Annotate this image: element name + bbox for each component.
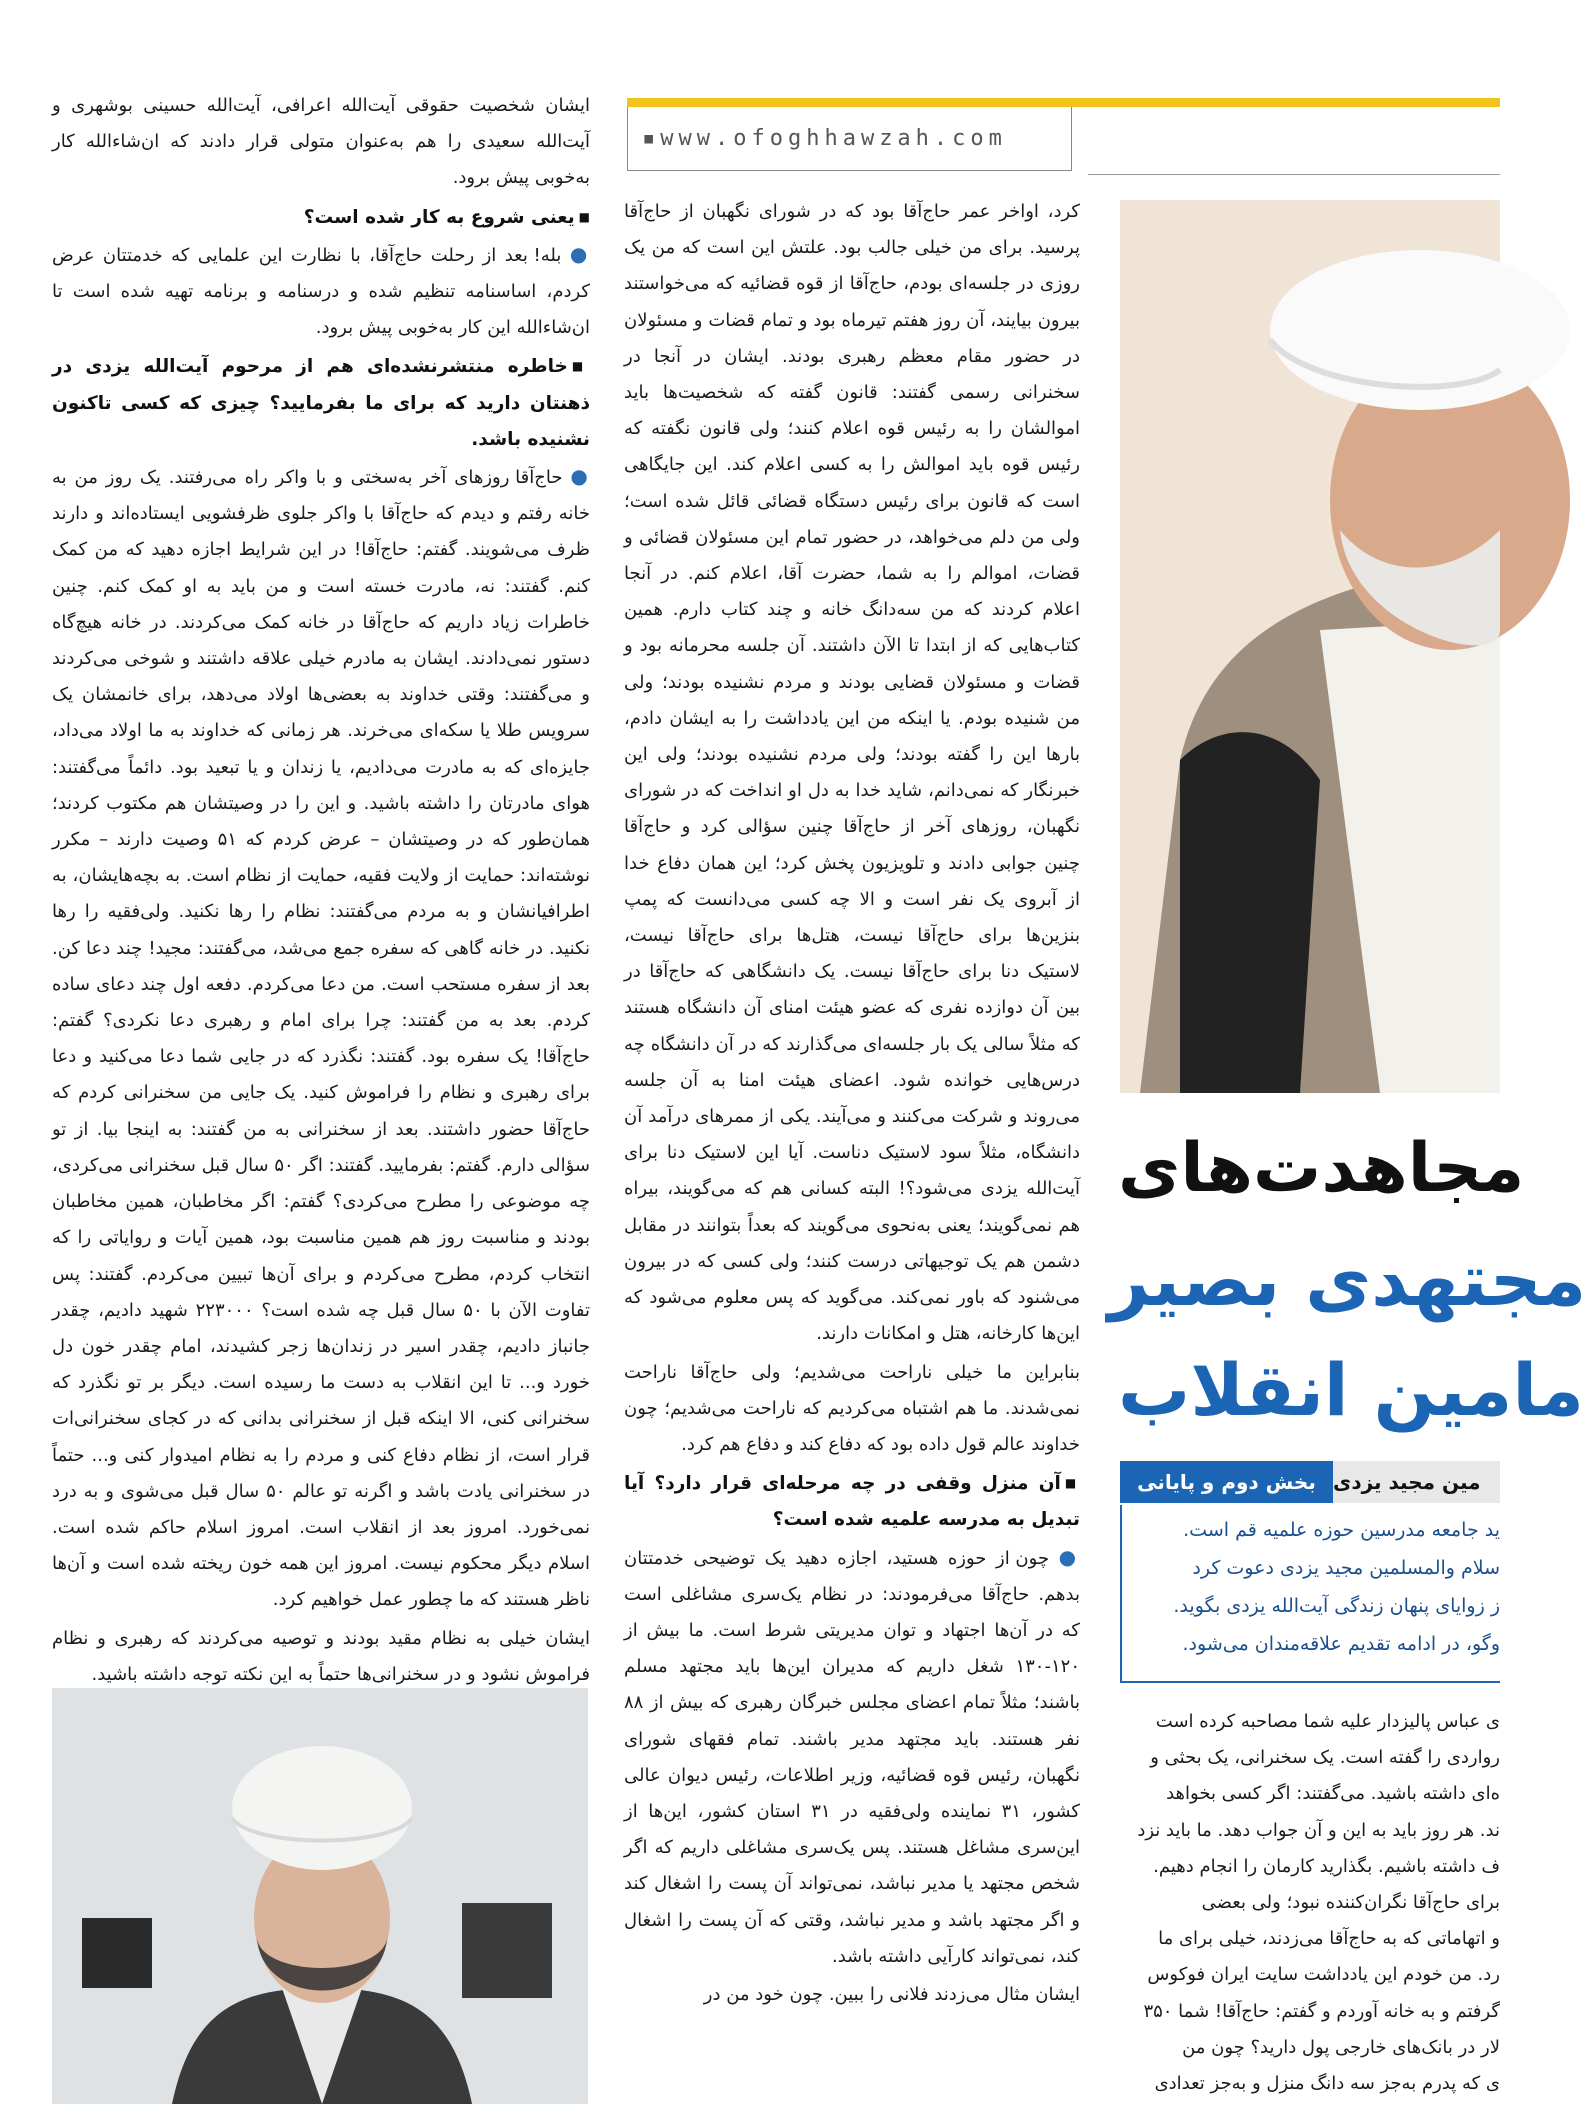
intro-line: ز زوایای پنهان زندگی آیت‌الله یزدی بگوید. bbox=[1173, 1595, 1500, 1617]
paragraph: ایشان خیلی به نظام مقید بودند و توصیه می‌کردند که رهبری و نظام فراموش نشود و در سخنرانی‌ها حتماً به این نکته توجه داشته باشید. bbox=[52, 1627, 590, 1685]
section-label: بخش دوم و پایانی bbox=[1120, 1461, 1333, 1503]
paragraph: ایشان مثال می‌زدند فلانی را ببین. چون خود من در bbox=[703, 1983, 1080, 2005]
intro-line: ید جامعه مدرسین حوزه علمیه قم است. bbox=[1183, 1519, 1500, 1541]
headline-line-1: مجاهدت‌های bbox=[1118, 1129, 1525, 1208]
body-line: ند. هر روز باید به این و آن جواب دهد. ما باید نزد bbox=[1137, 1819, 1500, 1841]
body-line: گرفتم و به خانه آوردم و گفتم: حاج‌آقا! شما ۳۵۰ bbox=[1143, 2000, 1500, 2022]
right-text-column bbox=[1112, 1704, 1500, 2102]
middle-text-column bbox=[624, 194, 1080, 2015]
body-line: ه‌ای داشته باشید. می‌گفتند: اگر کسی بخواهد bbox=[1166, 1783, 1500, 1805]
left-text-column bbox=[52, 88, 590, 1695]
intro-line: وگو، در ادامه تقدیم علاقه‌مندان می‌شود. bbox=[1182, 1633, 1500, 1655]
body-line: ی که پدرم به‌جز سه دانگ منزل و به‌جز تعدادی bbox=[1154, 2073, 1500, 2095]
cleric-portrait-photo bbox=[52, 1688, 588, 2104]
paragraph: ایشان شخصیت حقوقی آیت‌الله اعرافی، آیت‌الله حسینی بوشهری و آیت‌الله سعیدی را هم به‌عنوان متولی قرار دادند که ان‌شاءالله کار به‌خوبی پیش برود. bbox=[52, 95, 590, 189]
body-line: لار در بانک‌های خارجی پول دارید؟ چون من bbox=[1182, 2036, 1500, 2058]
website-url[interactable]: ▪www.ofoghhawzah.com bbox=[642, 126, 1007, 151]
url-box bbox=[627, 107, 1072, 171]
interview-answer: ● چون از حوزه هستید، اجازه دهید یک توضیحی خدمتتان بدهم. حاج‌آقا می‌فرمودند: در نظام یک‌سری مشاغلی است که در آن‌ها اجتهاد و توان مدیریتی شرط است. ما بیش از ۱۲۰-۱۳۰ شغل داریم که مدیران این‌ها باید مجتهد مسلم باشند؛ مثلاً تمام اعضای مجلس خبرگان رهبری که بیش از ۸۸ نفر هستند. باید مجتهد مدیر باشند. تمام فقهای شورای نگهبان، رئیس قوه قضائیه، وزیر اطلاعات، رئیس دیوان عالی کشور، ۳۱ نماینده ولی‌فقیه در ۳۱ استان کشور، این‌ها از این‌سری مشاغل هستند. پس یک‌سری مشاغلی داریم که اگر شخص مجتهد یا مدیر نباشد، نمی‌تواند آن پست را اشغال کند و اگر مجتهد باشد و مدیر نباشد، وقتی که آن پست را اشغال کند، نمی‌تواند کارآیی داشته باشد. bbox=[624, 1544, 1080, 1967]
body-line: برای حاج‌آقا نگران‌کننده نبود؛ ولی بعضی bbox=[1201, 1892, 1500, 1914]
ayatollah-portrait-photo bbox=[1120, 200, 1500, 1093]
headline-line-2: مجتهدی بصیر bbox=[1108, 1238, 1586, 1322]
author-name: مین مجید یزدی bbox=[1333, 1461, 1500, 1503]
body-line: ف داشته باشیم. بگذارید کارمان را انجام دهیم. bbox=[1153, 1855, 1500, 1877]
body-line: رد. من خودم این یادداشت سایت ایران فوکوس bbox=[1147, 1964, 1500, 1986]
body-line: ی عباس پالیزدار علیه شما مصاحبه کرده است bbox=[1155, 1711, 1500, 1732]
interview-question: ■یعنی شروع به کار شده است؟ bbox=[303, 206, 590, 228]
headline-line-3: مامین انقلاب bbox=[1118, 1348, 1584, 1432]
interview-answer: ● بله! بعد از رحلت حاج‌آقا، با نظارت این علمایی که خدمتتان عرض کردم، اساسنامه تنظیم شده و درسنامه و برنامه تهیه شده است تا ان‌شاءالله این کار به‌خوبی پیش برود. bbox=[52, 241, 591, 339]
paragraph: کرد، اواخر عمر حاج‌آقا بود که در شورای نگهبان از حاج‌آقا پرسید. برای من خیلی جالب بود. علتش این است که من یک روزی در جلسه‌ای بودم، حاج‌آقا از قوه قضائیه که می‌خواستند بیرون بیایند، آن روز هفتم تیرماه بود و تمام قضات و مسئولان در حضور مقام معظم رهبری بودند. ایشان در آنجا در سخنرانی رسمی گفتند: قانون گفته که شخصیت‌ها باید اموالشان را به رئیس قوه اعلام کنند؛ ولی قانون نگفته که رئیس قوه باید اموالش را به کسی اعلام کند. این جایگاهی است که قانون برای رئیس دستگاه قضائی قائل شده است؛ ولی من دلم می‌خواهد، در حضور تمام این مسئولان قضائی و قضات، اموالم را به شما، حضرت آقا، اعلام کنم. در آنجا اعلام کردند که من سه‌دانگ خانه و چند کتاب دارم. همین کتاب‌هایی که از ابتدا تا الآن داشتند. آن جلسه محرمانه بود و قضات و مسئولان قضایی بودند و مردم نشنیده بودند؛ ولی من شنیده بودم. یا اینکه من این یادداشت را به ایشان دادم، بارها این را گفته بودند؛ ولی مردم نشنیده بودند؛ ولی این خبرنگار که نمی‌دانم، شاید خدا به دل او انداخت که در شورای نگهبان، روزهای آخر از حاج‌آقا چنین سؤالی کرد و حاج‌آقا چنین جوابی دادند و تلویزیون پخش کرد؛ این همان دفاع خدا از آبروی یک نفر است و الا چه کسی می‌دانست که پمپ بنزین‌ها برای حاج‌آقا نیست، هتل‌ها برای حاج‌آقا نیست، لاستیک دنا برای حاج‌آقا نیست. یک دانشگاهی که حاج‌آقا در بین آن دوازده نفری که عضو هیئت امنای آن دانشگاه هستند که مثلاً سالی یک بار جلسه‌ای می‌گذارند که در آن دانشگاه چه درس‌هایی خوانده شود. اعضای هیئت امنا به آن جلسه می‌روند و شرکت می‌کنند و می‌آیند. یکی از ممرهای درآمد آن دانشگاه، مثلاً سود لاستیک دناست. آیا این لاستیک دنا برای آیت‌الله یزدی می‌شود؟! البته کسانی هم که می‌گویند، بیراه هم نمی‌گویند؛ یعنی به‌نحوی می‌گویند که بعداً بتوانند در مقابل دشمن هم یک توجیهاتی درست کنند؛ ولی کسی که در بیرون می‌شنود که باور نمی‌کند. می‌گوید که پس معلوم می‌شود که این‌ها کارخانه، هتل و امکانات دارند. bbox=[624, 201, 1080, 1345]
portrait-illustration bbox=[52, 1688, 588, 2104]
body-line: رواردی را گفته است. یک سخنرانی، یک بحثی و bbox=[1150, 1747, 1500, 1769]
paragraph: بنابراین ما خیلی ناراحت می‌شدیم؛ ولی حاج‌آقا ناراحت نمی‌شدند. ما هم اشتباه می‌کردیم که ناراحت می‌شدیم؛ چون خداوند عالم قول داده بود که دفاع کند و دفاع هم کرد. bbox=[624, 1361, 1080, 1455]
interview-question: ■آن منزل وقفی در چه مرحله‌ای قرار دارد؟ آیا تبدیل به مدرسه علمیه شده است؟ bbox=[624, 1473, 1080, 1531]
body-line: و اتهاماتی که به حاج‌آقا می‌زدند، خیلی برای ما bbox=[1158, 1928, 1500, 1950]
header-accent-bar bbox=[627, 98, 1500, 107]
intro-line: سلام والمسلمین مجید یزدی دعوت کرد bbox=[1192, 1557, 1500, 1579]
divider bbox=[1088, 174, 1500, 175]
portrait-illustration bbox=[1120, 200, 1500, 1093]
intro-box bbox=[1120, 1505, 1500, 1683]
interview-question: ■خاطره منتشرنشده‌ای هم از مرحوم آیت‌الله یزدی در ذهنتان دارید که برای ما بفرمایید؟ چیزی که کسی تاکنون نشنیده باشد. bbox=[52, 356, 590, 450]
section-bar bbox=[1120, 1461, 1500, 1503]
interview-answer: ● حاج‌آقا روزهای آخر به‌سختی و با واکر راه می‌رفتند. یک روز من به خانه رفتم و دیدم که حاج‌آقا با واکر جلوی ظرفشویی ایستاده‌اند و دارند ظرف می‌شویند. گفتم: حاج‌آقا! در این شرایط اجازه دهید که من کمک کنم. گفتند: نه، مادرت خسته است و من باید به او کمک کنم. چنین خاطرات زیاد داریم که حاج‌آقا در خانه کمک می‌کردند. در خانه هیچ‌گاه دستور نمی‌دادند. ایشان به مادرم خیلی علاقه داشتند و شوخی می‌کردند و می‌گفتند: وقتی خداوند به بعضی‌ها اولاد می‌دهد، برای خانمشان یک سرویس طلا یا سکه‌ای می‌خرند. هر زمانی که خداوند به ما اولاد می‌داد، جایزه‌ای که به مادرت می‌دادیم، یا زندان و یا تبعید بود. دائماً می‌گفتند: هوای مادرتان را داشته باشید. و این را در وصیتشان هم مکتوب کردند؛ همان‌طور که در وصیتشان – عرض کردم که ۵۱ وصیت دارند – مکرر نوشته‌اند: حمایت از ولایت فقیه، حمایت از نظام است. به بچه‌هایشان، به اطرافیانشان و به مردم می‌گفتند: نظام را رها نکنید. ولی‌فقیه را رها نکنید. در خانه گاهی که سفره جمع می‌شد، می‌گفتند: مجید! چند دعا کن. بعد از سفره مستحب است. من دعا می‌کردم. دفعه اول چند دعای ساده کردم. بعد به من گفتند: چرا برای امام و رهبری دعا نکردی؟ گفتم: حاج‌آقا! یک سفره بود. گفتند: نگذرد که در جایی شما دعا می‌کنید و دعا برای رهبری و نظام را فراموش کنید. یک جایی من سخنرانی کردم که حاج‌آقا حضور داشتند. بعد از سخنرانی به من گفتند: به اینجا بیا. از تو سؤالی دارم. گفتم: بفرمایید. گفتند: اگر ۵۰ سال قبل سخنرانی می‌کردی، چه موضوعی را مطرح می‌کردی؟ گفتم: اگر مخاطبان، همین مخاطبان بودند و مناسبت روز هم همین مناسبت بود، همین آیات و روایاتی را که انتخاب کردم، مطرح می‌کردم و برای آن‌ها تبیین می‌کردم. گفتند: پس تفاوت الآن با ۵۰ سال قبل چه شده است؟ ۲۲۳۰۰۰ شهید دادیم، چقدر جانباز دادیم، چقدر اسیر در زندان‌ها زجر کشیدند، امام چقدر خون دل خورد و... تا این انقلاب به دست ما رسیده است. دیگر بر تو نگذرد که سخنرانی کنی، الا اینکه قبل از سخنرانی بدانی که در کجای سخنرانی‌ات قرار است، از نظام دفاع کنی و مردم را به نظام امیدوار کنی و... حتماً در سخنرانی یادت باشد و اگرنه تو عالم ۵۰ سال قبل می‌شوی و به درد نمی‌خورد. امروز بعد از انقلاب است. امروز اسلام حاکم شده است. اسلام دیگر محکوم نیست. امروز این همه خون ریخته شده است و آن‌ها ناظر هستند که ما چطور عمل خواهیم کرد. bbox=[52, 464, 590, 1611]
